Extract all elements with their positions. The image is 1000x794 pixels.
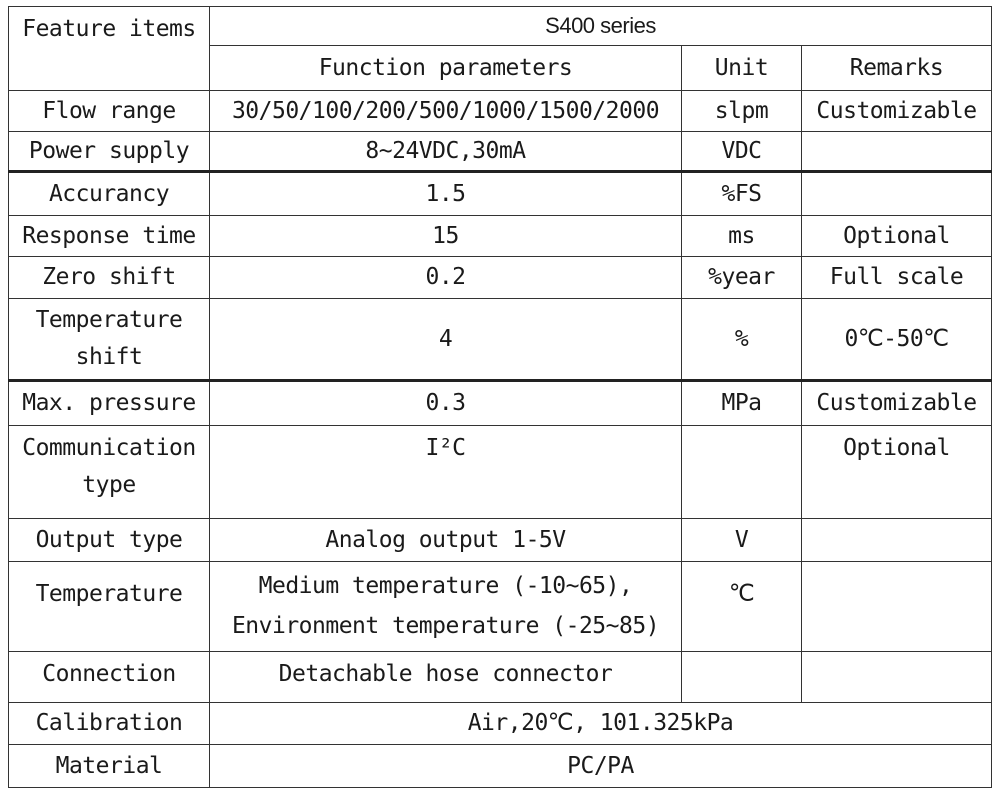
table-row: [9, 257, 992, 299]
feature-cell: Calibration: [9, 703, 210, 745]
table-row: [9, 91, 992, 132]
param-cell: 0.2: [210, 257, 682, 299]
function-parameters-header: Function parameters: [210, 46, 682, 91]
feature-cell: Material: [9, 745, 210, 788]
feature-line: Communication: [22, 435, 196, 461]
param-cell: 1.5: [210, 172, 682, 216]
feature-cell: Flow range: [9, 91, 210, 132]
feature-cell: Connection: [9, 652, 210, 703]
unit-cell: V: [682, 519, 802, 562]
feature-cell: Response time: [9, 216, 210, 257]
remark-cell: [802, 132, 992, 172]
feature-line: shift: [75, 344, 143, 370]
table-row: [9, 132, 992, 172]
spec-table-wrapper: [8, 6, 991, 787]
remarks-header: Remarks: [802, 46, 992, 91]
table-row: [9, 652, 992, 703]
param-cell: [210, 562, 682, 652]
series-header: S400 series: [210, 7, 992, 46]
param-cell: 4: [210, 299, 682, 381]
param-cell: I²C: [210, 426, 682, 519]
table-row: [9, 299, 992, 381]
param-cell: 15: [210, 216, 682, 257]
unit-cell: slpm: [682, 91, 802, 132]
param-cell: Air,20℃, 101.325kPa: [210, 703, 992, 745]
remark-cell: [802, 562, 992, 652]
unit-cell: [682, 652, 802, 703]
table-row: [9, 216, 992, 257]
param-cell: PC/PA: [210, 745, 992, 788]
unit-cell: MPa: [682, 381, 802, 426]
unit-cell: ms: [682, 216, 802, 257]
table-row: [9, 745, 992, 788]
unit-cell: ℃: [682, 562, 802, 652]
param-cell: 0.3: [210, 381, 682, 426]
header-row: [9, 7, 992, 46]
unit-cell: %FS: [682, 172, 802, 216]
feature-line: Temperature: [35, 307, 183, 334]
param-cell: Analog output 1-5V: [210, 519, 682, 562]
feature-cell: Accurancy: [9, 172, 210, 216]
remark-cell: Customizable: [802, 91, 992, 132]
param-cell: Detachable hose connector: [210, 652, 682, 703]
feature-line: type: [82, 471, 136, 498]
feature-cell: Power supply: [9, 132, 210, 172]
table-row: [9, 172, 992, 216]
feature-cell: [9, 299, 210, 381]
feature-cell: Zero shift: [9, 257, 210, 299]
spec-table: [8, 6, 992, 788]
unit-cell: %: [682, 299, 802, 381]
param-cell: 30/50/100/200/500/1000/1500/2000: [210, 91, 682, 132]
feature-items-header: Feature items: [9, 7, 210, 91]
remark-cell: Full scale: [802, 257, 992, 299]
unit-cell: [682, 426, 802, 519]
table-row: [9, 519, 992, 562]
feature-cell: Output type: [9, 519, 210, 562]
remark-cell: [802, 652, 992, 703]
feature-cell: Max. pressure: [9, 381, 210, 426]
remark-cell: Customizable: [802, 381, 992, 426]
feature-cell: Temperature: [9, 562, 210, 652]
unit-cell: %year: [682, 257, 802, 299]
param-line: Medium temperature (-10~65),: [258, 573, 633, 600]
feature-cell: [9, 426, 210, 519]
remark-cell: Optional: [802, 426, 992, 519]
table-row: [9, 381, 992, 426]
remark-cell: [802, 519, 992, 562]
param-line: Environment temperature (-25~85): [231, 612, 660, 639]
remark-cell: [802, 172, 992, 216]
table-row: [9, 703, 992, 745]
remark-cell: 0℃-50℃: [802, 299, 992, 381]
param-cell: 8~24VDC,30mA: [210, 132, 682, 172]
unit-cell: VDC: [682, 132, 802, 172]
table-row: [9, 426, 992, 519]
remark-cell: Optional: [802, 216, 992, 257]
table-row: [9, 562, 992, 652]
unit-header: Unit: [682, 46, 802, 91]
